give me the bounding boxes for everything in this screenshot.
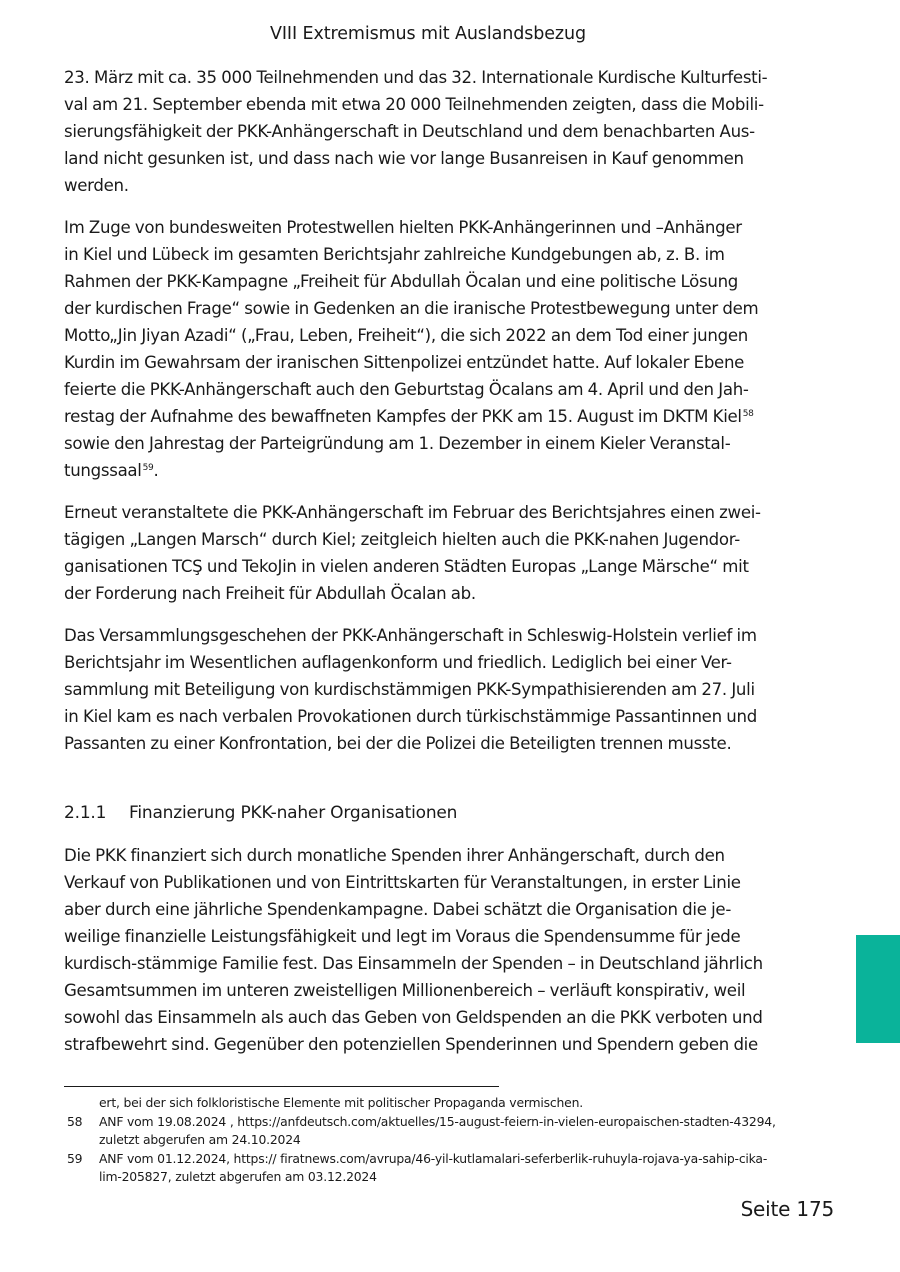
footnote-line: ert, bei der sich folkloristische Elemente mit politischer Propaganda vermischen. (99, 1095, 583, 1110)
text-line: Motto„Jin Jiyan Azadi“ („Frau, Leben, Freiheit“), die sich 2022 an dem Tod einer jungen (64, 326, 748, 345)
paragraph-financing (64, 842, 794, 1058)
text-line: in Kiel und Lübeck im gesamten Berichtsjahr zahlreiche Kundgebungen ab, z. B. im (64, 245, 725, 264)
footnote-59 (64, 1150, 804, 1187)
footnote-ref-59[interactable]: 59 (142, 463, 154, 473)
main-content (64, 64, 794, 1073)
sentence-end: . (153, 461, 159, 480)
text-line: strafbewehrt sind. Gegenüber den potenziellen Spenderinnen und Spendern geben die (64, 1035, 758, 1054)
footnote-text (99, 1094, 583, 1113)
text-line: Rahmen der PKK-Kampagne „Freiheit für Abdullah Öcalan und eine politische Lösung (64, 272, 739, 291)
text-line: sowohl das Einsammeln als auch das Geben von Geldspenden an die PKK verboten und (64, 1008, 763, 1027)
page-number: Seite 175 (740, 1197, 834, 1221)
section-title: Finanzierung PKK-naher Organisationen (129, 803, 458, 823)
paragraph-festival-mobilization (64, 64, 794, 199)
footnote-link-line[interactable]: ANF vom 19.08.2024 , https://anfdeutsch.com/aktuelles/15-august-feiern-in-vielen-europaischen-stadten-43294, (99, 1113, 776, 1129)
running-header: VIII Extremismus mit Auslandsbezug (270, 24, 586, 44)
footnote-line: lim-205827, zuletzt abgerufen am 03.12.2024 (99, 1169, 377, 1185)
text-line: Berichtsjahr im Wesentlichen auflagenkonform und friedlich. Lediglich bei einer Ver- (64, 653, 732, 672)
text-line: in Kiel kam es nach verbalen Provokationen durch türkischstämmige Passantinnen und (64, 707, 757, 726)
text-line: Kurdin im Gewahrsam der iranischen Sittenpolizei entzündet hatte. Auf lokaler Ebene (64, 353, 745, 372)
section-number: 2.1.1 (64, 803, 107, 823)
text-line-content: tungssaal (64, 461, 142, 480)
footnote-number: 58 (67, 1113, 83, 1129)
footnote-number: 59 (67, 1150, 83, 1166)
text-line: Verkauf von Publikationen und von Eintrittskarten für Veranstaltungen, in erster Linie (64, 873, 741, 892)
text-line: sowie den Jahrestag der Parteigründung am 1. Dezember in einem Kieler Veranstal- (64, 434, 731, 453)
text-line (64, 403, 794, 430)
text-line: val am 21. September ebenda mit etwa 20 000 Teilnehmenden zeigten, dass die Mobili- (64, 95, 764, 114)
paragraph-assembly-events (64, 622, 794, 757)
text-line: sierungsfähigkeit der PKK-Anhängerschaft in Deutschland und dem benachbarten Aus- (64, 122, 755, 141)
footnote-continuation (64, 1094, 804, 1113)
footnote-text (99, 1150, 767, 1187)
text-line: Erneut veranstaltete die PKK-Anhängerschaft im Februar des Berichtsjahres einen zwei- (64, 503, 761, 522)
text-line: sammlung mit Beteiligung von kurdischstämmigen PKK-Sympathisierenden am 27. Juli (64, 680, 755, 699)
text-line (64, 457, 794, 484)
text-line: der kurdischen Frage“ sowie in Gedenken an die iranische Protestbewegung unter dem (64, 299, 759, 318)
text-line: ganisationen TCŞ und TekoJin in vielen anderen Städten Europas „Lange Märsche“ mit (64, 557, 749, 576)
text-line: Passanten zu einer Konfrontation, bei der die Polizei die Beteiligten trennen musste. (64, 734, 732, 753)
footnote-line: zuletzt abgerufen am 24.10.2024 (99, 1132, 301, 1148)
text-line: aber durch eine jährliche Spendenkampagne. Dabei schätzt die Organisation die je- (64, 900, 732, 919)
text-line: Gesamtsummen im unteren zweistelligen Millionenbereich – verläuft konspirativ, weil (64, 981, 746, 1000)
text-line-content: restag der Aufnahme des bewaffneten Kampfes der PKK am 15. August im DKTM Kiel (64, 407, 742, 426)
text-line: der Forderung nach Freiheit für Abdullah Öcalan ab. (64, 584, 476, 603)
text-line: werden. (64, 176, 129, 195)
chapter-marker-tab (856, 935, 900, 1043)
text-line: Das Versammlungsgeschehen der PKK-Anhängerschaft in Schleswig-Holstein verlief im (64, 626, 757, 645)
paragraph-protest-waves (64, 214, 794, 484)
paragraph-long-march (64, 499, 794, 607)
footnote-58 (64, 1113, 804, 1150)
footnote-divider (64, 1086, 499, 1087)
text-line: Die PKK finanziert sich durch monatliche Spenden ihrer Anhängerschaft, durch den (64, 846, 725, 865)
text-line: kurdisch-stämmige Familie fest. Das Einsammeln der Spenden – in Deutschland jährlich (64, 954, 763, 973)
section-heading (64, 800, 794, 827)
text-line: weilige finanzielle Leistungsfähigkeit und legt im Voraus die Spendensumme für jede (64, 927, 741, 946)
footnotes (64, 1094, 804, 1187)
text-line: tägigen „Langen Marsch“ durch Kiel; zeitgleich hielten auch die PKK-nahen Jugendor- (64, 530, 740, 549)
text-line: land nicht gesunken ist, und dass nach wie vor lange Busanreisen in Kauf genommen (64, 149, 744, 168)
text-line: 23. März mit ca. 35 000 Teilnehmenden und das 32. Internationale Kurdische Kulturfesti- (64, 68, 768, 87)
text-line: Im Zuge von bundesweiten Protestwellen hielten PKK-Anhängerinnen und –Anhänger (64, 218, 742, 237)
footnote-link-line[interactable]: ANF vom 01.12.2024, https:// firatnews.com/avrupa/46-yil-kutlamalari-seferberlik-ruhuyla-rojava-ya-sahip-cika- (99, 1150, 768, 1166)
footnote-ref-58[interactable]: 58 (742, 409, 754, 419)
footnote-text (99, 1113, 776, 1150)
text-line: feierte die PKK-Anhängerschaft auch den Geburtstag Öcalans am 4. April und den Jah- (64, 380, 749, 399)
